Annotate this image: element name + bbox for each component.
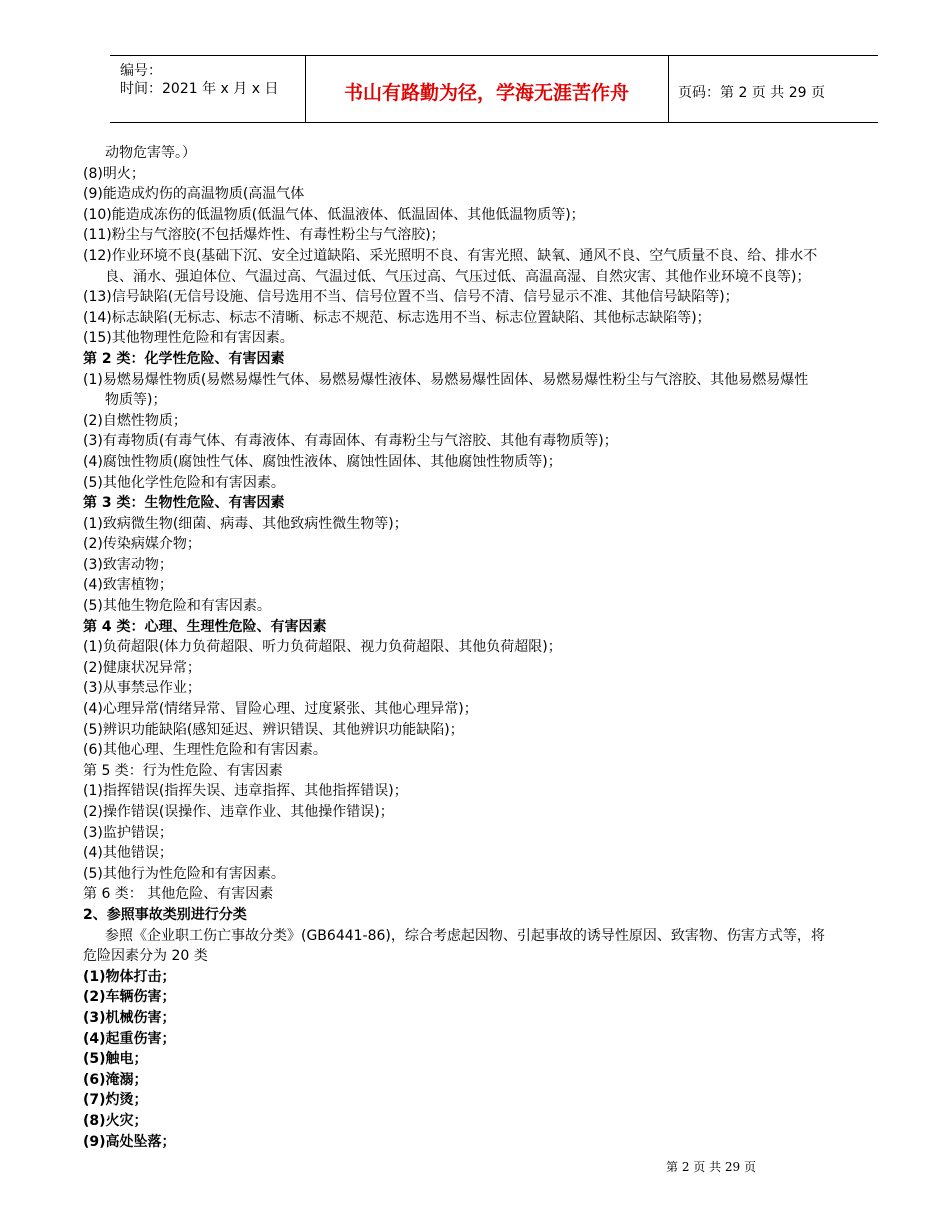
body-text-line: (10)能造成冻伤的低温物质(低温气体、低温液体、低温固体、其他低温物质等)； (83, 206, 585, 223)
section-heading-line: (8)火灾； (83, 1112, 148, 1129)
body-text-line: (12)作业环境不良(基础下沉、安全过道缺陷、采光照明不良、有害光照、缺氧、通风不良、空气质量不良、给、排水不 (83, 247, 818, 264)
body-text-line: (2)传染病媒介物； (83, 536, 201, 553)
section-heading-line: 第 2 类：化学性危险、有害因素 (83, 350, 285, 367)
body-text-line: (1)易燃易爆性物质(易燃易爆性气体、易燃易爆性液体、易燃易爆性固体、易燃易爆性粉尘与气溶胶、其他易燃易爆性 (83, 371, 809, 388)
body-text-line: (14)标志缺陷(无标志、标志不清晰、标志不规范、标志选用不当、标志位置缺陷、其他标志缺陷等)； (83, 309, 711, 326)
section-heading-line: 第 3 类：生物性危险、有害因素 (83, 495, 285, 512)
body-text-line: 第 6 类： 其他危险、有害因素 (83, 886, 274, 903)
section-heading-line: (9)高处坠落； (83, 1133, 176, 1150)
body-text-line: (1)致病微生物(细菌、病毒、其他致病性微生物等)； (83, 515, 408, 532)
body-text-line: (1)负荷超限(体力负荷超限、听力负荷超限、视力负荷超限、其他负荷超限)； (83, 639, 562, 656)
body-text-line: (2)健康状况异常； (83, 659, 201, 676)
body-text-line: (3)致害动物； (83, 556, 173, 573)
body-text-line: (3)从事禁忌作业； (83, 680, 201, 697)
document-body (83, 143, 908, 1152)
body-text-line: 动物危害等。） (105, 145, 196, 161)
header-page-number: 页码：第 2 页 共 29 页 (678, 85, 825, 101)
page-footer: 第 2 页 共 29 页 (666, 1160, 756, 1174)
body-text-line: 参照《企业职工伤亡事故分类》(GB6441-86)，综合考虑起因物、引起事故的诱导性原因、致害物、伤害方式等，将 (105, 927, 825, 944)
section-heading-line: (4)起重伤害； (83, 1030, 176, 1047)
body-text-line: (3)有毒物质(有毒气体、有毒液体、有毒固体、有毒粉尘与气溶胶、其他有毒物质等)； (83, 433, 618, 450)
body-text-line: (4)腐蚀性物质(腐蚀性气体、腐蚀性液体、腐蚀性固体、其他腐蚀性物质等)； (83, 453, 562, 470)
document-number-label: 编号： (120, 63, 162, 79)
section-heading-line: (1)物体打击； (83, 968, 176, 985)
header-left-cell (110, 56, 306, 122)
body-text-line: (5)其他化学性危险和有害因素。 (83, 474, 285, 491)
body-text-line: 良、涌水、强迫体位、气温过高、气温过低、气压过高、气压过低、高温高湿、自然灾害、其他作业环境不良等)； (105, 268, 811, 285)
body-text-line: (13)信号缺陷(无信号设施、信号选用不当、信号位置不当、信号不清、信号显示不准、其他信号缺陷等)； (83, 289, 739, 306)
body-text-line: (6)其他心理、生理性危险和有害因素。 (83, 742, 327, 759)
body-text-line: (11)粉尘与气溶胶(不包括爆炸性、有毒性粉尘与气溶胶)； (83, 227, 445, 244)
body-text-line: 第 5 类：行为性危险、有害因素 (83, 762, 283, 779)
body-text-line: 危险因素分为 20 类 (83, 948, 208, 965)
body-text-line: (5)辨识功能缺陷(感知延迟、辨识错误、其他辨识功能缺陷)； (83, 721, 464, 738)
body-text-line: (4)心理异常(情绪异常、冒险心理、过度紧张、其他心理异常)； (83, 701, 478, 718)
header-motto: 书山有路勤为径，学海无涯苦作舟 (343, 82, 629, 104)
body-text-line: (2)操作错误(误操作、违章作业、其他操作错误)； (83, 804, 394, 820)
header-middle-cell (305, 56, 669, 122)
body-text-line: (15)其他物理性危险和有害因素。 (83, 330, 294, 347)
section-heading-line: (7)灼烫； (83, 1092, 148, 1109)
body-text-line: (3)监护错误； (83, 824, 173, 841)
body-text-line: (4)致害植物； (83, 577, 173, 594)
document-time-label: 时间：2021 年 x 月 x 日 (120, 81, 279, 97)
section-heading-line: (5)触电； (83, 1051, 148, 1068)
body-text-line: 物质等)； (105, 392, 167, 409)
body-text-line: (8)明火； (83, 165, 145, 182)
body-text-line: (2)自燃性物质； (83, 412, 187, 429)
body-text-line: (5)其他行为性危险和有害因素。 (83, 865, 285, 882)
section-heading-line: 第 4 类：心理、生理性危险、有害因素 (83, 618, 327, 635)
body-text-line: (1)指挥错误(指挥失误、违章指挥、其他指挥错误)； (83, 783, 408, 800)
section-heading-line: 2、参照事故类别进行分类 (83, 906, 247, 923)
page-header (110, 55, 878, 123)
section-heading-line: (2)车辆伤害； (83, 989, 176, 1006)
section-heading-line: (3)机械伤害； (83, 1009, 176, 1026)
section-heading-line: (6)淹溺； (83, 1071, 148, 1088)
header-right-cell (668, 56, 878, 122)
body-text-line: (4)其他错误； (83, 845, 173, 862)
body-text-line: (5)其他生物危险和有害因素。 (83, 598, 271, 615)
body-text-line: (9)能造成灼伤的高温物质(高温气体 (83, 186, 305, 203)
